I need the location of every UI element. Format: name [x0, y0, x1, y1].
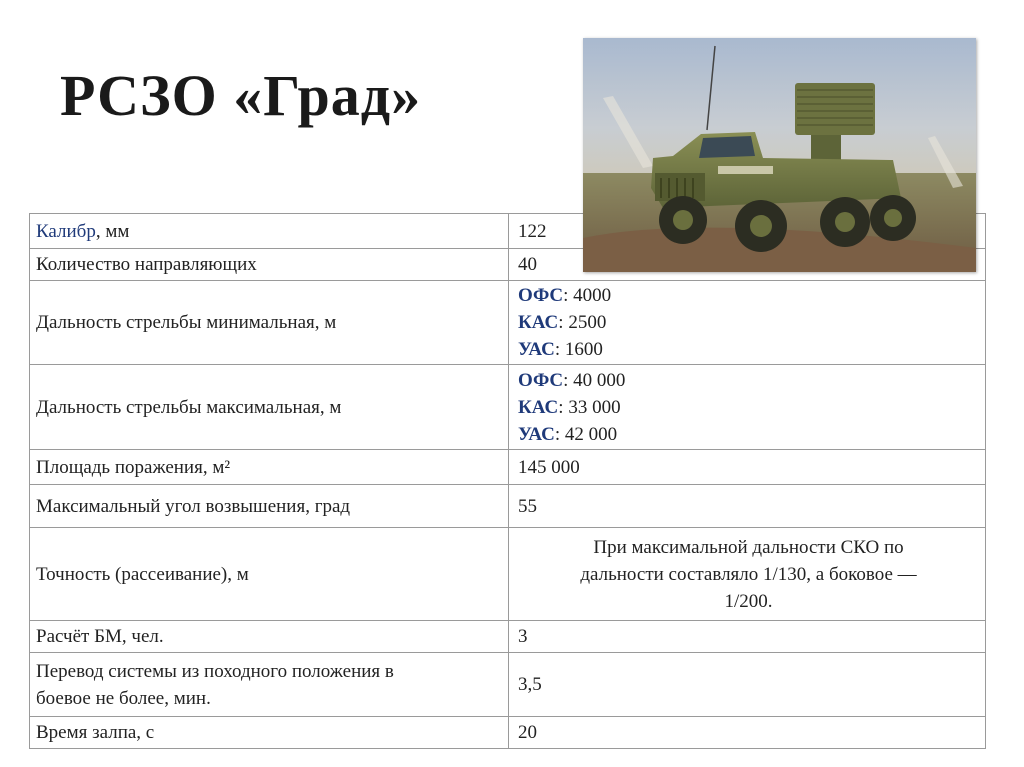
ammo-value: 40 000 [573, 369, 626, 391]
param-label-accent: Калибр [36, 220, 96, 242]
param-cell: Площадь поражения, м² [30, 450, 509, 485]
param-cell: Точность (рассеивание), м [30, 528, 509, 621]
value-cell: 3,5 [509, 653, 986, 717]
value-cell: 55 [509, 485, 986, 528]
table-row [30, 281, 986, 365]
slide-title: РСЗО «Град» [60, 63, 422, 128]
range-item [518, 421, 979, 448]
ammo-value: 4000 [573, 285, 612, 306]
range-item [518, 282, 979, 309]
ammo-key: КАС [518, 396, 559, 418]
value-cell: 3 [509, 621, 986, 653]
ammo-value: 33 000 [568, 396, 621, 418]
text-line: боевое не более, мин. [36, 687, 211, 709]
text-line: дальности составляло 1/130, а боковое — [580, 563, 917, 585]
range-item [518, 394, 979, 421]
value-cell [509, 281, 986, 365]
value-cell: 122 [509, 214, 986, 249]
ammo-key: ОФС [518, 285, 564, 306]
param-cell [30, 653, 509, 717]
value-cell: 40 [509, 249, 986, 281]
param-cell: Максимальный угол возвышения, град [30, 485, 509, 528]
separator: : [563, 369, 574, 391]
value-cell [509, 365, 986, 450]
table-row [30, 485, 986, 528]
ammo-value: 1600 [564, 339, 603, 360]
table-row [30, 717, 986, 749]
param-cell [30, 214, 509, 249]
separator: : [558, 396, 569, 418]
spec-table [29, 213, 986, 749]
table-row [30, 528, 986, 621]
text-line: При максимальной дальности СКО по [593, 536, 904, 558]
param-cell: Расчёт БМ, чел. [30, 621, 509, 653]
vehicle-image [583, 38, 976, 272]
range-item [518, 336, 979, 363]
param-label: , мм [95, 220, 130, 242]
separator: : [558, 312, 569, 333]
separator: : [554, 423, 565, 445]
ammo-value: 42 000 [564, 423, 618, 445]
ammo-key: УАС [518, 339, 555, 360]
ammo-key: ОФС [518, 369, 564, 391]
value-cell: 145 000 [509, 450, 986, 485]
table-row [30, 653, 986, 717]
value-cell: 20 [509, 717, 986, 749]
param-cell: Время залпа, с [30, 717, 509, 749]
value-cell [509, 528, 986, 621]
ammo-value: 2500 [568, 312, 607, 333]
range-item [518, 309, 979, 336]
ammo-key: КАС [518, 312, 559, 333]
table-row [30, 365, 986, 450]
param-cell: Дальность стрельбы минимальная, м [30, 281, 509, 365]
text-line: 1/200. [724, 590, 773, 612]
separator: : [563, 285, 574, 306]
param-cell: Количество направляющих [30, 249, 509, 281]
text-line: Перевод системы из походного положения в [36, 660, 394, 682]
param-cell: Дальность стрельбы максимальная, м [30, 365, 509, 450]
separator: : [554, 339, 565, 360]
range-item [518, 367, 979, 394]
table-row [30, 450, 986, 485]
ammo-key: УАС [518, 423, 555, 445]
table-row [30, 621, 986, 653]
